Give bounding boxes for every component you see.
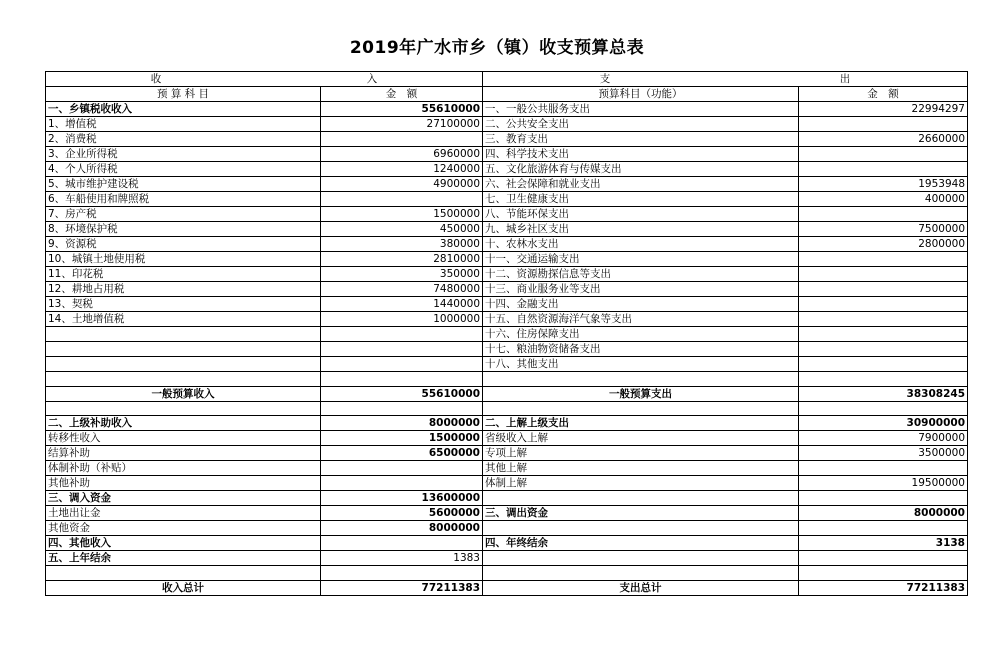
table-row: [46, 506, 968, 521]
income-item-cell: 2、消费税: [46, 132, 321, 147]
income-item-cell: 体制补助（补贴）: [46, 461, 321, 476]
table-row: [46, 237, 968, 252]
income-amount-cell: 1000000: [321, 312, 483, 327]
expense-item-cell: 四、科学技术支出: [483, 147, 799, 162]
income-amount-cell: [321, 132, 483, 147]
table-row: [46, 207, 968, 222]
expense-amount-cell: 2800000: [799, 237, 968, 252]
expense-amount-cell: 7500000: [799, 222, 968, 237]
table-row: [46, 162, 968, 177]
income-amount-cell: [321, 461, 483, 476]
income-item-cell: 12、耕地占用税: [46, 282, 321, 297]
table-row: [46, 342, 968, 357]
table-row: [46, 401, 968, 416]
expense-header: [483, 72, 968, 87]
income-item-cell: 14、土地增值税: [46, 312, 321, 327]
income-amount-cell: [321, 536, 483, 551]
income-amount-cell: [321, 327, 483, 342]
expense-amount-cell: 77211383: [799, 580, 968, 595]
income-item-cell: 7、房产税: [46, 207, 321, 222]
income-item-cell: 9、资源税: [46, 237, 321, 252]
table-row: [46, 147, 968, 162]
income-item-cell: 三、调入资金: [46, 491, 321, 506]
income-amount-cell: 6960000: [321, 147, 483, 162]
header-row-sub: [46, 87, 968, 102]
income-item-cell: [46, 327, 321, 342]
expense-item-cell: [483, 521, 799, 536]
expense-item-cell: 二、公共安全支出: [483, 117, 799, 132]
income-amount-cell: [321, 342, 483, 357]
expense-item-cell: 五、文化旅游体育与传媒支出: [483, 162, 799, 177]
expense-item-cell: 三、调出资金: [483, 506, 799, 521]
expense-item-cell: [483, 401, 799, 416]
income-amount-header: 金 额: [321, 87, 483, 102]
income-item-cell: 其他资金: [46, 521, 321, 536]
expense-item-header: 预算科目（功能）: [483, 87, 799, 102]
table-row: [46, 521, 968, 536]
expense-item-cell: 四、年终结余: [483, 536, 799, 551]
expense-amount-cell: 8000000: [799, 506, 968, 521]
expense-amount-cell: [799, 297, 968, 312]
table-row: [46, 252, 968, 267]
table-row: [46, 416, 968, 431]
expense-item-cell: 体制上解: [483, 476, 799, 491]
expense-item-cell: 十八、其他支出: [483, 357, 799, 372]
expense-item-cell: 省级收入上解: [483, 431, 799, 446]
income-amount-cell: 55610000: [321, 386, 483, 401]
expense-item-cell: 七、卫生健康支出: [483, 192, 799, 207]
income-item-cell: 一、乡镇税收收入: [46, 102, 321, 117]
expense-item-cell: 一般预算支出: [483, 386, 799, 401]
expense-item-cell: 十五、自然资源海洋气象等支出: [483, 312, 799, 327]
expense-item-cell: 八、节能环保支出: [483, 207, 799, 222]
income-item-cell: 转移性收入: [46, 431, 321, 446]
expense-item-cell: 专项上解: [483, 446, 799, 461]
table-row: [46, 222, 968, 237]
table-row: [46, 102, 968, 117]
expense-amount-cell: [799, 117, 968, 132]
income-amount-cell: 350000: [321, 267, 483, 282]
table-row: [46, 357, 968, 372]
income-amount-cell: 7480000: [321, 282, 483, 297]
table-row: [46, 267, 968, 282]
expense-amount-cell: 19500000: [799, 476, 968, 491]
income-header-char2: 入: [366, 73, 378, 85]
table-row: [46, 446, 968, 461]
income-amount-cell: 8000000: [321, 416, 483, 431]
income-item-cell: [46, 342, 321, 357]
income-amount-cell: [321, 401, 483, 416]
expense-amount-cell: 3500000: [799, 446, 968, 461]
income-amount-cell: 1500000: [321, 431, 483, 446]
header-row-main: [46, 72, 968, 87]
income-item-cell: 11、印花税: [46, 267, 321, 282]
income-amount-cell: 27100000: [321, 117, 483, 132]
expense-amount-cell: 38308245: [799, 386, 968, 401]
expense-item-cell: 十二、资源勘探信息等支出: [483, 267, 799, 282]
income-item-cell: 结算补助: [46, 446, 321, 461]
income-item-cell: [46, 372, 321, 387]
expense-item-cell: 一、一般公共服务支出: [483, 102, 799, 117]
income-amount-cell: [321, 372, 483, 387]
expense-item-cell: [483, 566, 799, 581]
income-amount-cell: 380000: [321, 237, 483, 252]
income-header: [46, 72, 483, 87]
income-amount-cell: 1500000: [321, 207, 483, 222]
expense-item-cell: 十三、商业服务业等支出: [483, 282, 799, 297]
table-row: [46, 566, 968, 581]
income-amount-cell: 4900000: [321, 177, 483, 192]
income-item-cell: 6、车船使用和牌照税: [46, 192, 321, 207]
expense-amount-cell: [799, 372, 968, 387]
income-amount-cell: 6500000: [321, 446, 483, 461]
income-item-cell: 1、增值税: [46, 117, 321, 132]
expense-item-cell: [483, 491, 799, 506]
expense-amount-cell: [799, 162, 968, 177]
expense-amount-cell: [799, 207, 968, 222]
income-amount-cell: 13600000: [321, 491, 483, 506]
expense-header-char2: 出: [839, 73, 851, 85]
expense-amount-cell: [799, 551, 968, 566]
expense-amount-cell: 7900000: [799, 431, 968, 446]
expense-amount-cell: [799, 566, 968, 581]
expense-item-cell: 三、教育支出: [483, 132, 799, 147]
table-row: [46, 461, 968, 476]
page-title: 2019年广水市乡（镇）收支预算总表: [349, 38, 645, 58]
table-row: [46, 132, 968, 147]
expense-amount-cell: [799, 357, 968, 372]
expense-amount-cell: [799, 252, 968, 267]
income-amount-cell: 1383: [321, 551, 483, 566]
table-row: [46, 551, 968, 566]
expense-amount-cell: [799, 327, 968, 342]
income-amount-cell: 2810000: [321, 252, 483, 267]
expense-amount-cell: 30900000: [799, 416, 968, 431]
income-amount-cell: [321, 192, 483, 207]
table-row: [46, 192, 968, 207]
income-item-cell: 8、环境保护税: [46, 222, 321, 237]
income-item-cell: 3、企业所得税: [46, 147, 321, 162]
expense-item-cell: 二、上解上级支出: [483, 416, 799, 431]
expense-amount-cell: [799, 491, 968, 506]
expense-amount-cell: 2660000: [799, 132, 968, 147]
table-row: [46, 372, 968, 387]
expense-item-cell: [483, 372, 799, 387]
income-item-cell: 四、其他收入: [46, 536, 321, 551]
income-amount-cell: 55610000: [321, 102, 483, 117]
income-item-header: 预 算 科 目: [46, 87, 321, 102]
table-row: [46, 580, 968, 595]
expense-item-cell: 支出总计: [483, 580, 799, 595]
expense-amount-cell: [799, 282, 968, 297]
expense-amount-cell: 1953948: [799, 177, 968, 192]
income-item-cell: 10、城镇土地使用税: [46, 252, 321, 267]
income-item-cell: 其他补助: [46, 476, 321, 491]
table-row: [46, 476, 968, 491]
expense-item-cell: 十六、住房保障支出: [483, 327, 799, 342]
expense-item-cell: 十四、金融支出: [483, 297, 799, 312]
expense-amount-cell: [799, 342, 968, 357]
income-header-char1: 收: [150, 73, 162, 85]
expense-amount-cell: [799, 461, 968, 476]
expense-amount-cell: [799, 521, 968, 536]
expense-amount-cell: 400000: [799, 192, 968, 207]
expense-item-cell: [483, 551, 799, 566]
expense-item-cell: 其他上解: [483, 461, 799, 476]
income-item-cell: [46, 357, 321, 372]
income-item-cell: 收入总计: [46, 580, 321, 595]
income-item-cell: [46, 401, 321, 416]
expense-item-cell: 六、社会保障和就业支出: [483, 177, 799, 192]
expense-header-char1: 支: [599, 73, 611, 85]
expense-amount-cell: [799, 312, 968, 327]
income-item-cell: [46, 566, 321, 581]
table-row: [46, 297, 968, 312]
expense-amount-cell: [799, 401, 968, 416]
expense-amount-cell: 3138: [799, 536, 968, 551]
income-amount-cell: 5600000: [321, 506, 483, 521]
income-item-cell: 五、上年结余: [46, 551, 321, 566]
income-amount-cell: 1440000: [321, 297, 483, 312]
income-item-cell: 二、上级补助收入: [46, 416, 321, 431]
expense-amount-cell: [799, 147, 968, 162]
table-row: [46, 312, 968, 327]
table-row: [46, 491, 968, 506]
income-amount-cell: [321, 476, 483, 491]
expense-item-cell: 十、农林水支出: [483, 237, 799, 252]
table-row: [46, 386, 968, 401]
table-row: [46, 282, 968, 297]
expense-item-cell: 十一、交通运输支出: [483, 252, 799, 267]
expense-item-cell: 十七、粮油物资储备支出: [483, 342, 799, 357]
income-item-cell: 4、个人所得税: [46, 162, 321, 177]
income-amount-cell: [321, 566, 483, 581]
expense-item-cell: 九、城乡社区支出: [483, 222, 799, 237]
income-item-cell: 5、城市维护建设税: [46, 177, 321, 192]
income-amount-cell: 77211383: [321, 580, 483, 595]
table-row: [46, 431, 968, 446]
expense-amount-header: 金 额: [799, 87, 968, 102]
income-item-cell: 13、契税: [46, 297, 321, 312]
income-item-cell: 一般预算收入: [46, 386, 321, 401]
table-row: [46, 177, 968, 192]
table-row: [46, 536, 968, 551]
table-row: [46, 327, 968, 342]
table-row: [46, 117, 968, 132]
income-item-cell: 土地出让金: [46, 506, 321, 521]
expense-amount-cell: 22994297: [799, 102, 968, 117]
income-amount-cell: 1240000: [321, 162, 483, 177]
budget-table: [45, 71, 968, 596]
income-amount-cell: 450000: [321, 222, 483, 237]
income-amount-cell: [321, 357, 483, 372]
expense-amount-cell: [799, 267, 968, 282]
budget-table-body: [46, 72, 968, 596]
income-amount-cell: 8000000: [321, 521, 483, 536]
